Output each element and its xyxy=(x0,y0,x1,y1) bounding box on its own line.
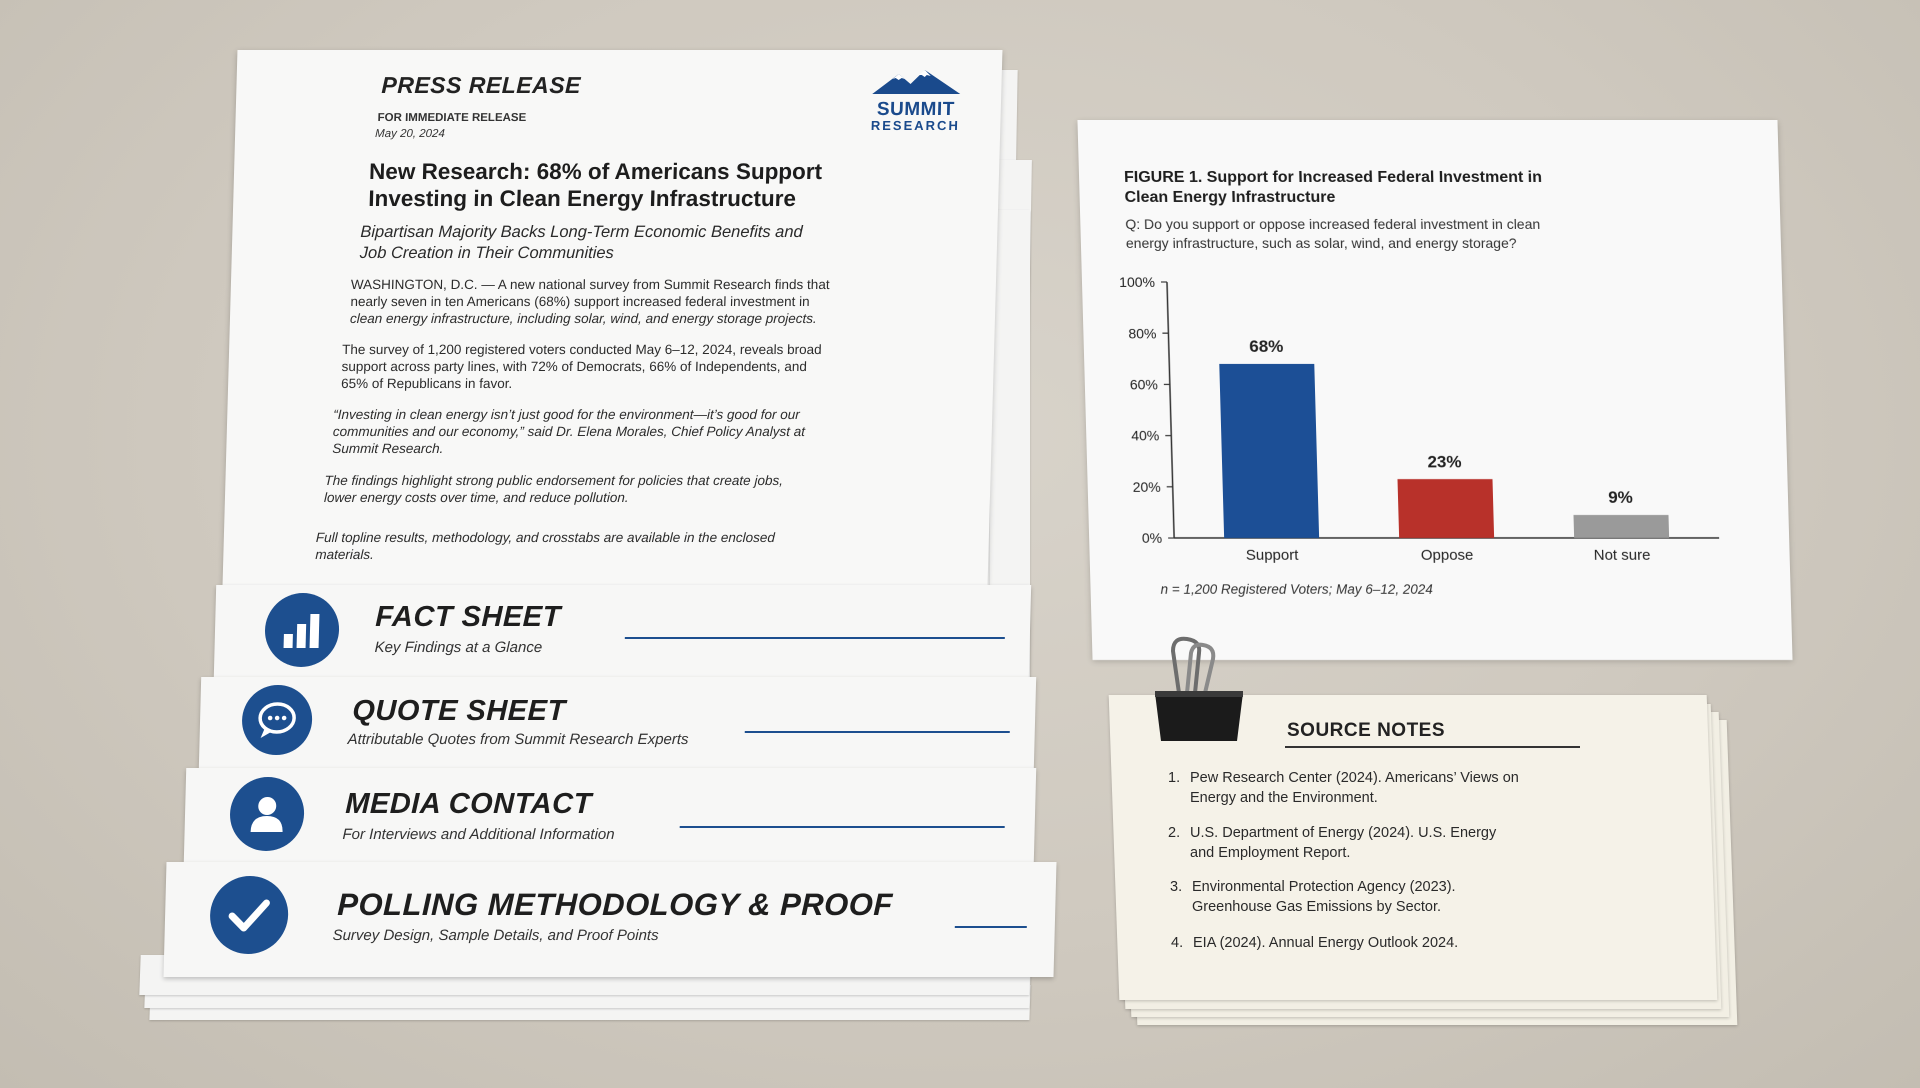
paragraph-5 xyxy=(315,529,861,563)
bar xyxy=(1397,479,1494,538)
subheadline xyxy=(359,222,880,264)
x-tick-label: Not sure xyxy=(1593,547,1651,564)
note-number: 4. xyxy=(1171,935,1184,951)
binder-clip-icon xyxy=(1143,635,1253,755)
logo-word-research: RESEARCH xyxy=(870,118,961,133)
note-line: and Employment Report. xyxy=(1190,845,1351,861)
figure-sheet[interactable] xyxy=(1077,120,1792,660)
question-line: energy infrastructure, such as solar, wind, and energy storage? xyxy=(1125,235,1517,251)
bar-value-label: 68% xyxy=(1249,336,1284,356)
tab-description: Survey Design, Sample Details, and Proof Points xyxy=(332,927,659,944)
speech-bubble-icon xyxy=(241,685,313,755)
headline xyxy=(368,158,930,212)
paragraph-line: “Investing in clean energy isn’t just good for the environment—it’s good for our xyxy=(333,407,801,422)
tab-description: Key Findings at a Glance xyxy=(374,639,543,656)
summit-research-logo xyxy=(860,68,972,133)
paragraph-line: WASHINGTON, D.C. — A new national survey from Summit Research finds that xyxy=(350,277,830,292)
speech-bubble-glyph xyxy=(255,700,300,740)
tab-rule xyxy=(625,637,1005,639)
sample-note: n = 1,200 Registered Voters; May 6–12, 2024 xyxy=(1160,582,1434,597)
tab-rule xyxy=(680,826,1005,828)
source-note-item xyxy=(1170,877,1552,917)
y-tick-label: 60% xyxy=(1129,376,1159,393)
y-tick-label: 0% xyxy=(1141,530,1163,546)
figure-title xyxy=(1124,168,1645,208)
paragraph-4 xyxy=(324,472,870,506)
checkmark-glyph xyxy=(226,895,273,935)
y-tick-label: 40% xyxy=(1131,427,1160,444)
note-number: 1. xyxy=(1168,770,1181,786)
media-contact-tab[interactable] xyxy=(184,768,1036,863)
checkmark-icon xyxy=(209,876,289,954)
polling-methodology-tab[interactable] xyxy=(163,862,1056,977)
figure-title-line: Clean Energy Infrastructure xyxy=(1124,189,1336,206)
question-line: Q: Do you support or oppose increased federal investment in clean xyxy=(1125,216,1541,232)
paragraph-line: nearly seven in ten Americans (68%) support increased federal investment in xyxy=(350,294,810,309)
x-tick-label: Oppose xyxy=(1420,547,1474,564)
y-axis-line xyxy=(1167,282,1174,538)
bar-value-label: 9% xyxy=(1607,487,1634,507)
release-date: May 20, 2024 xyxy=(374,128,445,140)
press-release-label: PRESS RELEASE xyxy=(381,72,582,98)
subhead-line: Job Creation in Their Communities xyxy=(359,244,615,262)
tab-title: MEDIA CONTACT xyxy=(344,788,593,820)
y-tick-label: 100% xyxy=(1118,274,1156,290)
paragraph-2 xyxy=(341,341,887,392)
person-glyph xyxy=(244,792,289,836)
paragraph-1 xyxy=(350,276,896,327)
headline-line: Investing in Clean Energy Infrastructure xyxy=(367,186,797,211)
quote-sheet-tab[interactable] xyxy=(199,677,1036,769)
source-note-item xyxy=(1168,823,1550,863)
figure-question xyxy=(1125,215,1646,253)
mountain-logo-icon xyxy=(868,68,965,96)
tab-description: For Interviews and Additional Information xyxy=(342,826,615,843)
source-note-item xyxy=(1171,933,1553,953)
paragraph-line: The findings highlight strong public endorsement for policies that create jobs, xyxy=(324,473,784,488)
paragraph-line: communities and our economy,” said Dr. Elena Morales, Chief Policy Analyst at xyxy=(332,424,806,439)
person-icon xyxy=(229,777,305,851)
y-tick-label: 20% xyxy=(1132,478,1161,495)
note-line: U.S. Department of Energy (2024). U.S. Energy xyxy=(1190,825,1497,841)
release-type: FOR IMMEDIATE RELEASE xyxy=(377,112,527,124)
note-line: Pew Research Center (2024). Americans’ Views on xyxy=(1190,770,1519,786)
press-release-sheet[interactable] xyxy=(223,50,1003,585)
paragraph-line: The survey of 1,200 registered voters conducted May 6–12, 2024, reveals broad xyxy=(341,342,822,357)
subhead-line: Bipartisan Majority Backs Long-Term Economic Benefits and xyxy=(360,223,803,241)
y-tick-label: 80% xyxy=(1128,325,1157,342)
bar xyxy=(1219,364,1319,538)
paragraph-line: 65% of Republicans in favor. xyxy=(340,376,513,391)
paragraph-line: support across party lines, with 72% of Democrats, 66% of Independents, and xyxy=(341,359,808,374)
paragraph-line: materials. xyxy=(315,547,375,562)
note-number: 2. xyxy=(1168,825,1181,841)
headline-line: New Research: 68% of Americans Support xyxy=(368,159,823,184)
tab-title: FACT SHEET xyxy=(374,601,562,633)
tab-title: QUOTE SHEET xyxy=(351,695,567,727)
paragraph-line: Full topline results, methodology, and crosstabs are available in the enclosed xyxy=(315,530,776,545)
note-line: Energy and the Environment. xyxy=(1190,790,1378,806)
bar-chart xyxy=(1102,270,1751,590)
x-tick-label: Support xyxy=(1245,547,1299,564)
source-notes-title: SOURCE NOTES xyxy=(1287,720,1446,741)
paragraph-line: Summit Research. xyxy=(332,441,444,456)
note-line: Greenhouse Gas Emissions by Sector. xyxy=(1192,899,1442,915)
paragraph-line: lower energy costs over time, and reduce pollution. xyxy=(323,490,629,505)
tab-title: POLLING METHODOLOGY & PROOF xyxy=(336,887,894,922)
figure-title-line: FIGURE 1. Support for Increased Federal Investment in xyxy=(1123,169,1543,186)
source-notes-rule xyxy=(1285,746,1580,748)
logo-word-summit: SUMMIT xyxy=(876,99,956,120)
note-number: 3. xyxy=(1170,879,1183,895)
bar-chart-glyph xyxy=(280,610,325,650)
bar xyxy=(1573,515,1669,538)
paragraph-line: clean energy infrastructure, including solar, wind, and energy storage projects. xyxy=(349,311,817,326)
source-note-item xyxy=(1168,768,1550,808)
tab-rule xyxy=(745,731,1010,733)
fact-sheet-tab[interactable] xyxy=(214,585,1031,677)
paragraph-3-quote xyxy=(332,406,878,457)
bar-value-label: 23% xyxy=(1427,452,1462,472)
tab-rule xyxy=(955,926,1027,928)
note-line: EIA (2024). Annual Energy Outlook 2024. xyxy=(1193,935,1459,951)
tab-description: Attributable Quotes from Summit Research Experts xyxy=(347,731,689,748)
note-line: Environmental Protection Agency (2023). xyxy=(1192,879,1456,895)
bar-chart-icon xyxy=(264,593,340,667)
